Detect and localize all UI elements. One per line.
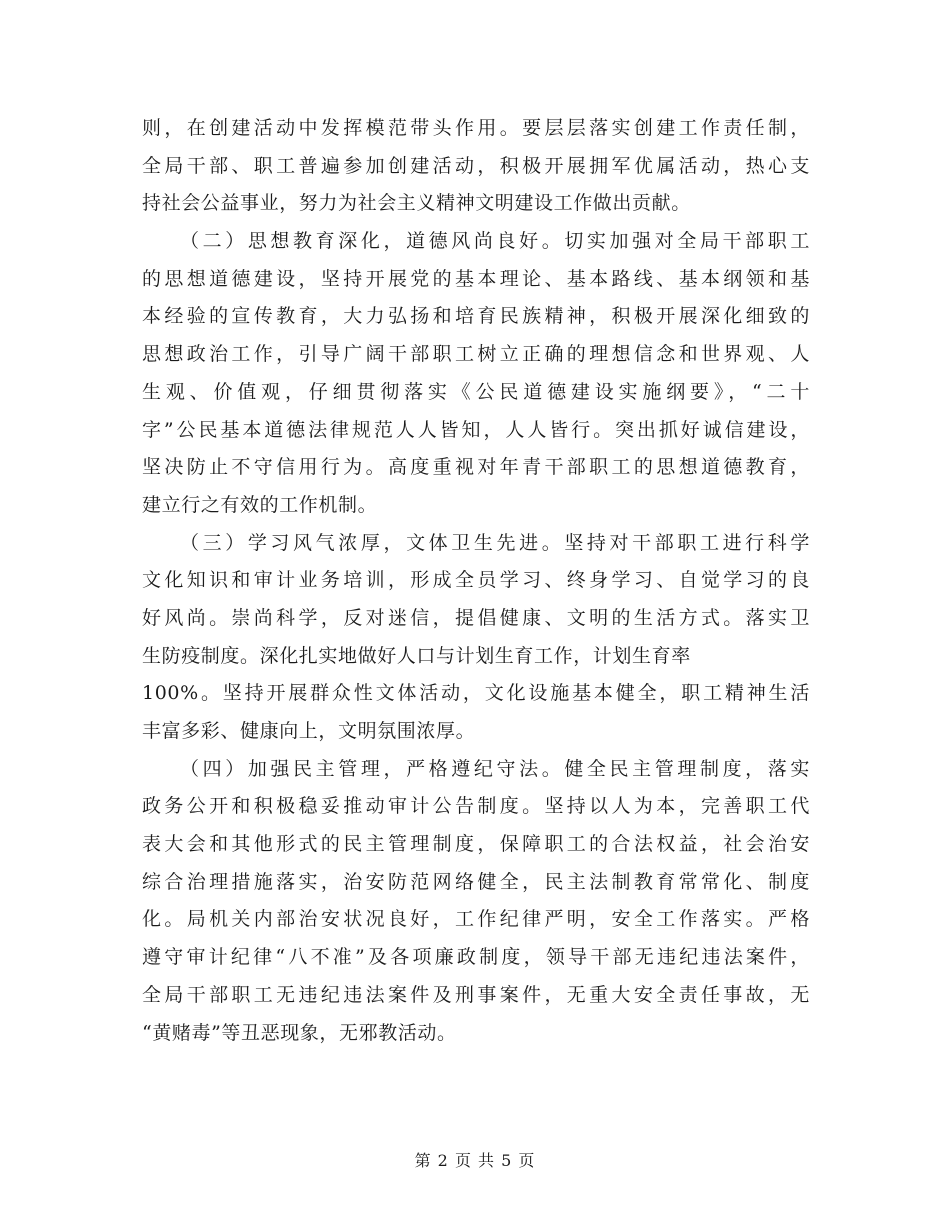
text-line: 全局干部职工无违纪违法案件及刑事案件，无重大安全责任事故，无 (142, 983, 810, 1006)
text-line: （四）加强民主管理，严格遵纪守法。健全民主管理制度，落实 (180, 757, 810, 780)
text-line: 化。局机关内部治安状况良好，工作纪律严明，安全工作落实。严格 (142, 908, 810, 931)
text-line: 生防疫制度。深化扎实地做好人口与计划生育工作，计划生育率 (142, 644, 691, 667)
text-line: 表大会和其他形式的民主管理制度，保障职工的合法权益，社会治安 (142, 833, 810, 856)
text-line: 遵守审计纪律“八不准”及各项廉政制度，领导干部无违纪违法案件， (142, 946, 810, 969)
text-line: 全局干部、职工普遍参加创建活动，积极开展拥军优属活动，热心支 (142, 154, 810, 177)
page-footer (0, 1148, 950, 1171)
page-number-label: 第 2 页 共 5 页 (414, 1151, 536, 1170)
text-line: 字”公民基本道德法律规范人人皆知，人人皆行。突出抓好诚信建设， (142, 418, 810, 441)
text-line: （三）学习风气浓厚，文体卫生先进。坚持对干部职工进行科学 (180, 531, 810, 554)
text-line: （二）思想教育深化，道德风尚良好。切实加强对全局干部职工 (180, 230, 810, 253)
text-line: 坚决防止不守信用行为。高度重视对年青干部职工的思想道德教育， (142, 456, 810, 479)
text-line: 丰富多彩、健康向上，文明氛围浓厚。 (142, 720, 476, 742)
text-line: 100%。坚持开展群众性文体活动，文化设施基本健全，职工精神生活 (142, 682, 810, 705)
text-line: 好风尚。崇尚科学，反对迷信，提倡健康、文明的生活方式。落实卫 (142, 606, 810, 629)
text-line: 本经验的宣传教育，大力弘扬和培育民族精神，积极开展深化细致的 (142, 305, 810, 328)
text-line: 的思想道德建设，坚持开展党的基本理论、基本路线、基本纲领和基 (142, 267, 810, 290)
text-line: 持社会公益事业，努力为社会主义精神文明建设工作做出贡献。 (142, 192, 691, 215)
text-line: “黄赌毒”等丑恶现象，无邪教活动。 (142, 1021, 457, 1044)
text-line: 政务公开和积极稳妥推动审计公告制度。坚持以人为本，完善职工代 (142, 795, 810, 818)
text-line: 则，在创建活动中发挥模范带头作用。要层层落实创建工作责任制， (142, 117, 810, 139)
text-line: 生观、价值观，仔细贯彻落实《公民道德建设实施纲要》，“二十 (142, 380, 810, 403)
text-line: 文化知识和审计业务培训，形成全员学习、终身学习、自觉学习的良 (142, 569, 810, 592)
text-line: 综合治理措施落实，治安防范网络健全，民主法制教育常常化、制度 (142, 870, 810, 893)
text-line: 思想政治工作，引导广阔干部职工树立正确的理想信念和世界观、人 (142, 343, 810, 366)
document-body (142, 110, 810, 1052)
text-line: 建立行之有效的工作机制。 (142, 493, 378, 516)
